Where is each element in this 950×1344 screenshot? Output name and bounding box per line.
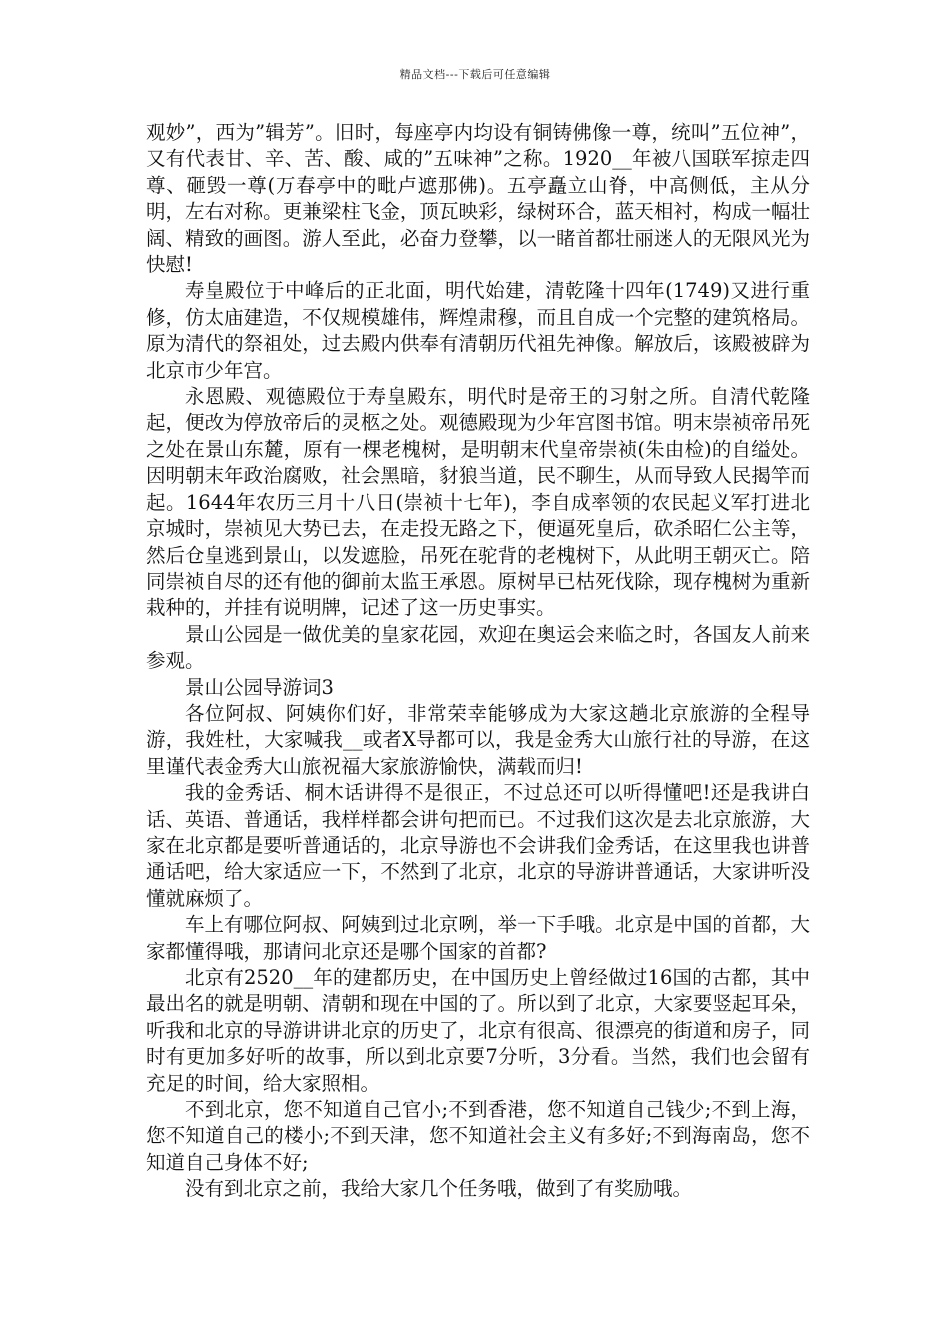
document-body xyxy=(146,120,810,1203)
paragraph-greeting: 各位阿叔、阿姨你们好，非常荣幸能够成为大家这趟北京旅游的全程导游，我姓杜，大家喊我__或者X导都可以，我是金秀大山旅行社的导游，在这里谨代表金秀大山旅祝福大家旅游愉快，满载而归! xyxy=(146,701,810,778)
paragraph-beijing-history: 北京有2520__年的建都历史，在中国历史上曾经做过16国的古都，其中最出名的就是明朝、清朝和现在中国的了。所以到了北京，大家要竖起耳朵，听我和北京的导游讲讲北京的历史了，北京有很高、很漂亮的街道和房子，同时有更加多好听的故事，所以到北京要7分听，3分看。当然，我们也会留有充足的时间，给大家照相。 xyxy=(146,966,810,1095)
section-title: 景山公园导游词3 xyxy=(185,675,334,699)
paragraph-tasks: 没有到北京之前，我给大家几个任务哦，做到了有奖励哦。 xyxy=(185,1177,693,1201)
paragraph-shouhuang-hall: 寿皇殿位于中峰后的正北面，明代始建，清乾隆十四年(1749)又进行重修，仿太庙建造，不仅规模雄伟，辉煌肃穆，而且自成一个完整的建筑格局。原为清代的祭祖处，过去殿内供奉有清朝历代祖先神像。解放后，该殿被辟为北京市少年宫。 xyxy=(146,279,810,382)
paragraph-yongen-guande-hall: 永恩殿、观德殿位于寿皇殿东，明代时是帝王的习射之所。自清代乾隆起，便改为停放帝后的灵柩之处。观德殿现为少年宫图书馆。明末崇祯帝吊死之处在景山东麓，原有一棵老槐树，是明朝末代皇帝崇祯(朱由检)的自缢处。因明朝末年政治腐败，社会黑暗，豺狼当道，民不聊生，从而导致人民揭竿而起。1644年农历三月十八日(崇祯十七年)，李自成率领的农民起义军打进北京城时，崇祯见大势已去，在走投无路之下，便逼死皇后，砍杀昭仁公主等，然后仓皇逃到景山，以发遮脸，吊死在驼背的老槐树下，从此明王朝灭亡。陪同崇祯自尽的还有他的御前太监王承恩。原树早已枯死伐除，现存槐树为重新栽种的，并挂有说明牌，记述了这一历史事实。 xyxy=(146,385,810,620)
paragraph-capital-question: 车上有哪位阿叔、阿姨到过北京咧，举一下手哦。北京是中国的首都，大家都懂得哦，那请问北京还是哪个国家的首都? xyxy=(146,913,810,963)
page-header: 精品文档---下载后可任意编辑 xyxy=(399,68,551,81)
paragraph-park-welcome: 景山公园是一做优美的皇家花园，欢迎在奥运会来临之时，各国友人前来参观。 xyxy=(146,622,810,673)
paragraph-sayings: 不到北京，您不知道自己官小;不到香港，您不知道自己钱少;不到上海，您不知道自己的楼小;不到天津，您不知道社会主义有多好;不到海南岛，您不知道自己身体不好; xyxy=(146,1098,810,1174)
paragraph-languages: 我的金秀话、桐木话讲得不是很正，不过总还可以听得懂吧!还是我讲白话、英语、普通话，我样样都会讲句把而已。不过我们这次是去北京旅游，大家在北京都是要听普通话的，北京导游也不会讲我们金秀话，在这里我也讲普通话吧，给大家适应一下，不然到了北京，北京的导游讲普通话，大家讲听没懂就麻烦了。 xyxy=(146,781,810,910)
paragraph-five-pavilions: 观妙”，西为”辑芳”。旧时，每座亭内均设有铜铸佛像一尊，统叫”五位神”，又有代表甘、辛、苦、酸、咸的”五味神”之称。1920__年被八国联军掠走四尊、砸毁一尊(万春亭中的毗卢遮那佛)。五亭矗立山脊，中高侧低，主从分明，左右对称。更兼梁柱飞金，顶瓦映彩，绿树环合，蓝天相衬，构成一幅壮阔、精致的画图。游人至此，必奋力登攀，以一睹首都壮丽迷人的无限风光为快慰! xyxy=(146,121,810,277)
